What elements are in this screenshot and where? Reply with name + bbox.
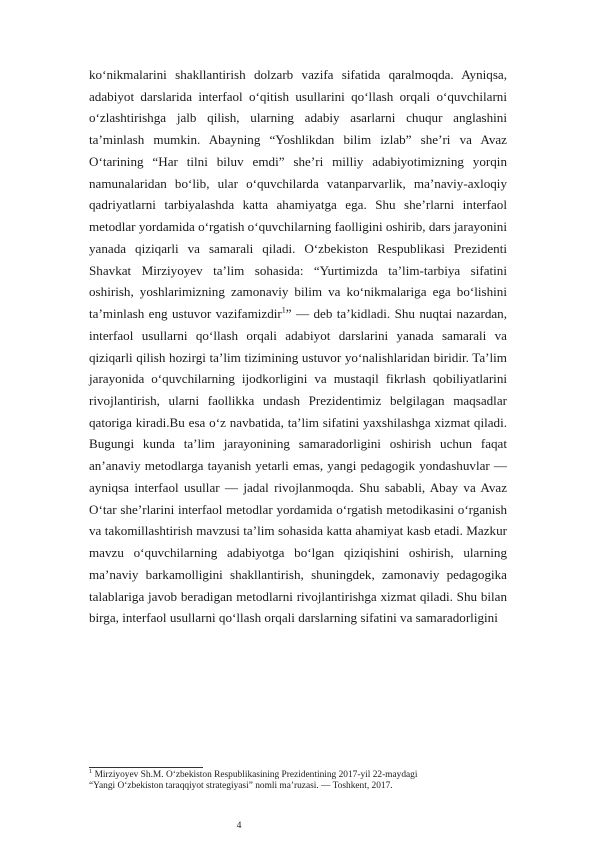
footnote [89,767,519,793]
footnote-line-1 [89,767,519,781]
body-text-part-2: ” — deb ta’kidladi. Shu nuqtai nazardan, interfaol usullarni qo‘llash orqali adabiyot darslarini yanada samarali va qiziqarli qilish hozirgi ta’lim tizimining ustuvor yo‘nalishlaridan biridir. Ta’lim jarayonida o‘quvchilarning ijodkorligini va mustaqil fikrlash qobiliyatlarini rivojlantirish, ularni faollikka undash Prezidentimiz belgilagan maqsadlar qatoriga kiradi.Bu esa o‘z navbatida, ta’lim sifatini yaxshilashga xizmat qiladi. Bugungi kunda ta’lim jarayonining samaradorligini oshirish uchun faqat an’anaviy metodlarga tayanish yetarli emas, yangi pedagogik yondashuvlar — ayniqsa interfaol usullar — jadal rivojlanmoqda. Shu sababli, Abay va Avaz O‘tar she’rlarini interfaol metodlar yordamida o‘rgatish metodikasini o‘rganish va takomillashtirish mavzusi ta’lim sohasida katta ahamiyat kasb etadi. Mazkur mavzu o‘quvchilarning adabiyotga bo‘lgan qiziqishini oshirish, ularning ma’naviy barkamolligini shakllantirish, shuningdek, zamonaviy pedagogika talablariga javob beradigan metodlarni rivojlantirishga xizmat qiladi. Shu bilan birga, interfaol usullarni qo‘llash orqali darslarning sifatini va samaradorligini [89,306,507,626]
body-paragraph [89,64,507,629]
main-body-text [89,64,507,629]
footnote-text-1: Mirziyoyev Sh.M. O‘zbekiston Respublikasining Prezidentining 2017-yil 22-maydagi [94,770,418,780]
footnote-number: 1 [89,767,93,775]
body-text-part-1: ko‘nikmalarini shakllantirish dolzarb vazifa sifatida qaralmoqda. Ayniqsa, adabiyot darslarida interfaol o‘qitish usullarini qo‘llash orqali o‘quvchilarni o‘zlashtirishga jalb qilish, ularning adabiy asarlarni chuqur anglashini ta’minlash mumkin. Abayning “Yoshlikdan bilim izlab” she’ri va Avaz O‘tarining “Har tilni biluv emdi” she’ri milliy adabiyotimizning yorqin namunalaridan bo‘lib, ular o‘quvchilarda vatanparvarlik, ma’naviy-axloqiy qadriyatlarni tarbiyalashda katta ahamiyatga ega. Shu she’rlarni interfaol metodlar yordamida o‘rgatish o‘quvchilarning faolligini oshirib, dars jarayonini yanada qiziqarli va samarali qiladi. O‘zbekiston Respublikasi Prezidenti Shavkat Mirziyoyev ta’lim sohasida: “Yurtimizda ta’lim-tarbiya sifatini oshirish, yoshlarimizning zamonaviy bilim va ko‘nikmalariga ega bo‘lishini ta’minlash eng ustuvor vazifamizdir [89,67,507,322]
footnote-separator [89,767,203,768]
page-number: 4 [236,820,242,831]
footnote-line-2: “Yangi O‘zbekiston taraqqiyot strategiyasi” nomli ma’ruzasi. — Toshkent, 2017. [89,781,393,792]
footnote-reference[interactable]: 1 [281,305,286,315]
